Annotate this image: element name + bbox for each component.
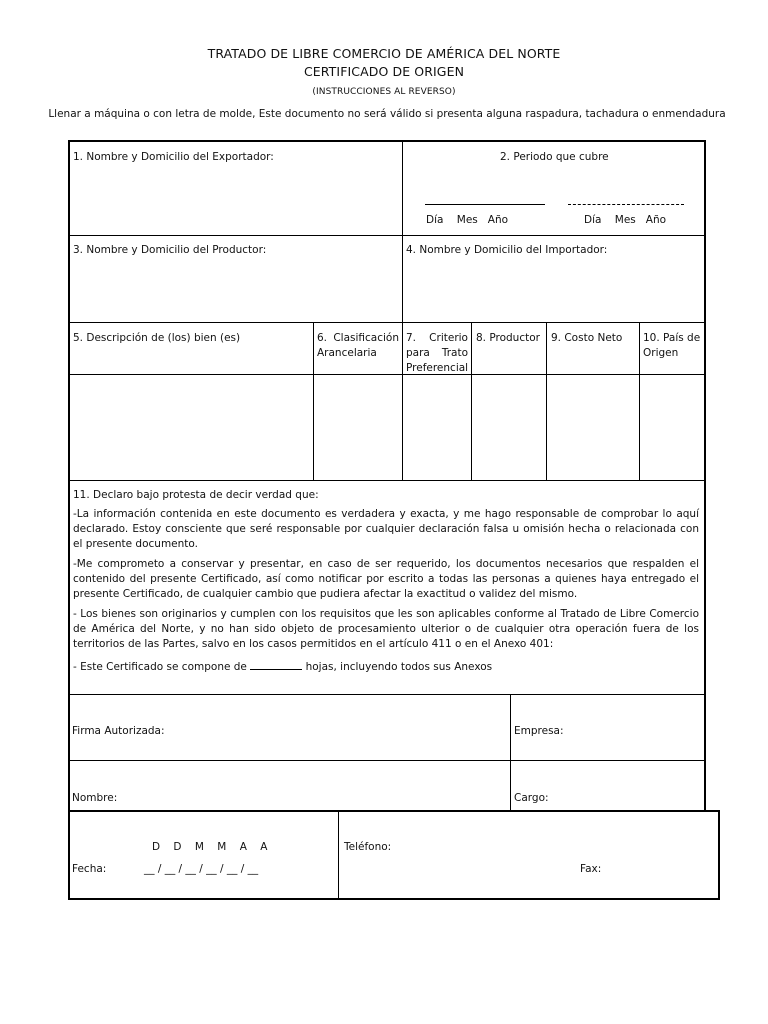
date-format-letters: D D M M A A <box>152 841 268 853</box>
net-cost-header: 9. Costo Neto <box>551 332 623 344</box>
country-cell[interactable] <box>640 375 704 480</box>
name-label: Nombre: <box>72 792 118 804</box>
sheet-count-suffix: hojas, incluyendo todos sus Anexos <box>305 661 493 673</box>
company-label: Empresa: <box>514 725 564 737</box>
declaration-paragraph-2: -Me comprometo a conservar y presentar, en caso de ser requerido, los documentos necesarios que respalden el contenido del presente Certificado, así como notificar por escrito a todas las personas a quienes haya entregado el presente Certificado, de cualquier cambio que pudiera afectar la exactitud o validez del mismo. <box>73 558 699 600</box>
instructions-note: (INSTRUCCIONES AL REVERSO) <box>312 87 456 97</box>
classification-header: 6. Clasificación Arancelaria <box>317 332 399 359</box>
declaration-paragraph-4 <box>73 658 492 675</box>
producer-column-header: 8. Productor <box>476 332 540 344</box>
producer-label: 3. Nombre y Domicilio del Productor: <box>73 244 267 256</box>
signature-label: Firma Autorizada: <box>72 725 165 737</box>
period-to-line[interactable] <box>568 204 684 205</box>
declaration-paragraph-1: -La información contenida en este documento es verdadera y exacta, y me hago responsable de comprobar lo aquí declarado. Estoy consciente que seré responsable por cualquier declaración falsa u omisión hecha o relacionada con el presente documento. <box>73 508 699 550</box>
country-header: 10. País de Origen <box>643 332 701 359</box>
description-header: 5. Descripción de (los) bien (es) <box>73 332 241 344</box>
phone-label: Teléfono: <box>344 841 392 853</box>
form-title: TRATADO DE LIBRE COMERCIO DE AMÉRICA DEL NORTE <box>207 46 561 61</box>
net-cost-cell[interactable] <box>547 375 639 480</box>
declaration-paragraph-3: - Los bienes son originarios y cumplen con los requisitos que les son aplicables conforme al Tratado de Libre Comercio de América del Norte, y no han sido objeto de procesamiento ulterior o de cualquier otra operación fuera de los territorios de las Partes, salvo en los casos permitidos en el artículo 411 o en el Anexo 401: <box>73 608 699 650</box>
date-label: Fecha: <box>72 863 107 875</box>
fill-instructions: Llenar a máquina o con letra de molde, Este documento no será válido si presenta alguna raspadura, tachadura o enmendadura <box>48 108 726 120</box>
declaration-heading: 11. Declaro bajo protesta de decir verdad que: <box>73 489 319 501</box>
fax-label: Fax: <box>580 863 602 875</box>
period-from-columns: Día Mes Año <box>426 214 509 226</box>
form-subtitle: CERTIFICADO DE ORIGEN <box>303 64 465 79</box>
period-to-columns: Día Mes Año <box>584 214 667 226</box>
sheet-count-field[interactable] <box>250 658 302 670</box>
importer-label: 4. Nombre y Domicilio del Importador: <box>406 244 608 256</box>
criterion-header: 7. Criterio para Trato Preferencial <box>406 332 469 374</box>
period-from-line[interactable] <box>425 204 545 205</box>
classification-cell[interactable] <box>314 375 402 480</box>
producer-cell[interactable] <box>472 375 546 480</box>
exporter-label: 1. Nombre y Domicilio del Exportador: <box>73 151 274 163</box>
period-label: 2. Periodo que cubre <box>500 151 609 163</box>
description-cell[interactable] <box>70 375 313 480</box>
sheet-count-prefix: - Este Certificado se compone de <box>73 661 247 673</box>
date-field[interactable]: __ / __ / __ / __ / __ / __ <box>144 863 259 875</box>
criterion-cell[interactable] <box>403 375 471 480</box>
position-label: Cargo: <box>514 792 549 804</box>
